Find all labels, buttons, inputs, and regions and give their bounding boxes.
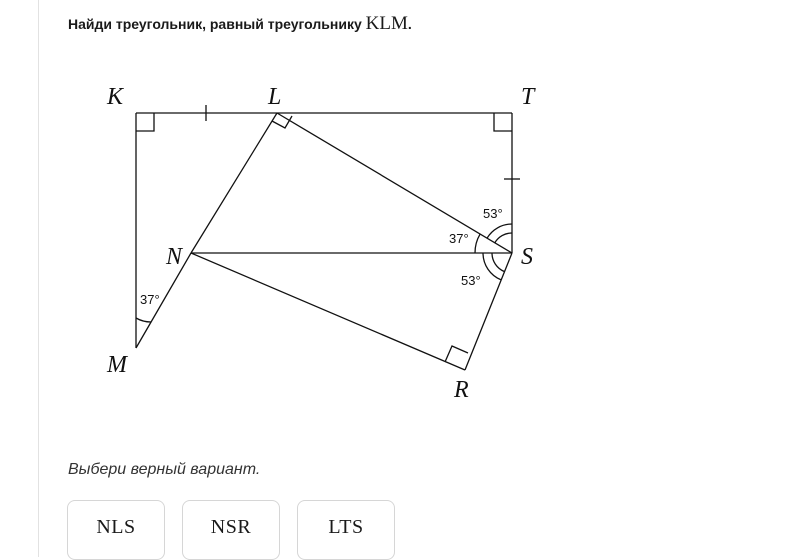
- right-angle-T: [494, 113, 512, 131]
- answer-option-nsr[interactable]: [182, 500, 280, 560]
- angle-arc-S-top-1: [495, 233, 512, 243]
- answer-prompt: Выбери верный вариант.: [68, 461, 261, 478]
- angle-label-S-top: 53°: [483, 206, 503, 221]
- angle-arc-S-mid: [475, 234, 480, 253]
- answer-option-label: LTS: [328, 516, 364, 538]
- angle-label-M: 37°: [140, 292, 160, 307]
- point-label-S: S: [521, 244, 533, 270]
- answer-options: [67, 500, 395, 560]
- angle-arc-S-bottom-1: [492, 253, 505, 272]
- point-label-N: N: [166, 244, 183, 270]
- question-period: .: [407, 16, 412, 32]
- point-label-T: T: [521, 84, 535, 110]
- angle-label-S-bottom: 53°: [461, 273, 481, 288]
- right-angle-L: [272, 116, 292, 128]
- answer-option-nls[interactable]: [67, 500, 165, 560]
- segment-LS: [277, 113, 512, 253]
- angle-arc-S-top-2: [487, 224, 512, 238]
- question-triangle: KLM: [365, 13, 408, 34]
- point-label-L: L: [268, 84, 282, 110]
- answer-option-label: NLS: [96, 516, 136, 538]
- angle-arc-M: [136, 318, 151, 322]
- right-angle-R: [445, 346, 468, 362]
- right-angle-K: [136, 113, 154, 131]
- segment-LN: [191, 113, 277, 253]
- angle-label-S-mid: 37°: [449, 231, 469, 246]
- segment-NR: [191, 253, 465, 370]
- answer-option-label: NSR: [210, 516, 252, 538]
- point-label-K: K: [107, 84, 124, 110]
- answer-option-lts[interactable]: [297, 500, 395, 560]
- question-main: Найди треугольник, равный треугольнику: [68, 16, 366, 32]
- point-label-M: M: [107, 352, 127, 378]
- point-label-R: R: [454, 377, 469, 403]
